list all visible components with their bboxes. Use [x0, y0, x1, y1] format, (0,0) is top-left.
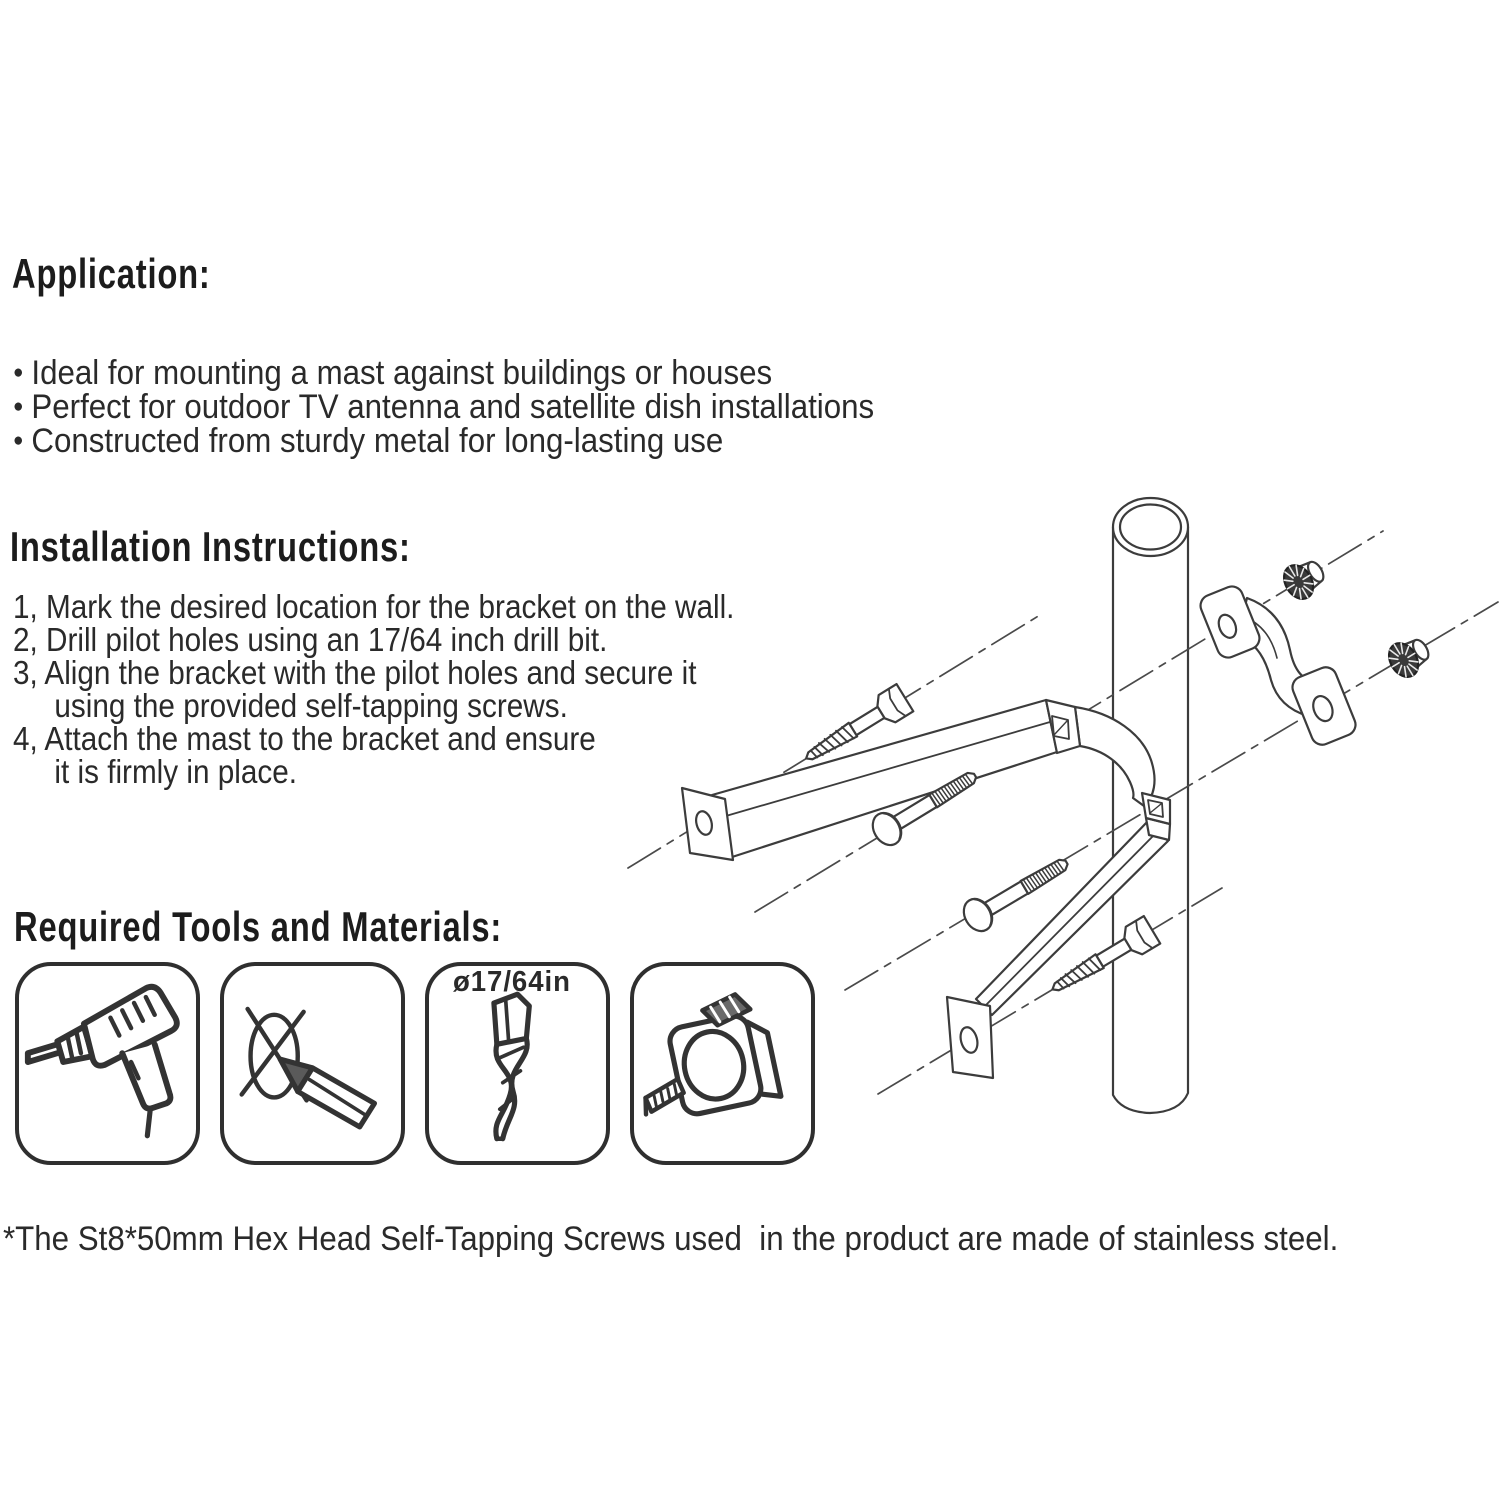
tool-box-pencil	[220, 962, 405, 1165]
step-text: 2, Drill pilot holes using an 17/64 inch drill bit.	[13, 621, 608, 658]
installation-heading: Installation Instructions:	[10, 523, 411, 570]
bullet-text: Constructed from sturdy metal for long-lasting use	[31, 422, 724, 460]
flange-nut-upper	[1278, 553, 1330, 604]
step-text: 1, Mark the desired location for the bracket on the wall.	[13, 588, 735, 625]
tool-box-drill	[15, 962, 200, 1165]
marking-pencil-icon	[224, 966, 401, 1161]
bullet-text: Ideal for mounting a mast against buildings or houses	[31, 354, 773, 392]
bullet-icon: ●	[13, 430, 24, 451]
electric-drill-icon	[19, 966, 196, 1161]
step-text: 3, Align the bracket with the pilot holes and secure it	[13, 654, 697, 691]
application-heading: Application:	[12, 250, 211, 297]
bullet-icon: ●	[13, 362, 24, 383]
step-text: using the provided self-tapping screws.	[54, 687, 568, 724]
flange-nut-lower	[1383, 631, 1435, 682]
footnote-text: *The St8*50mm Hex Head Self-Tapping Screws used in the product are made of stainless steel.	[3, 1220, 1339, 1258]
tools-heading: Required Tools and Materials:	[14, 903, 503, 950]
list-item	[13, 424, 874, 458]
w-shaped-wall-bracket	[682, 700, 1170, 1078]
drill-bit-size-label: ø17/64in	[453, 966, 571, 998]
step-text: 4, Attach the mast to the bracket and ensure	[13, 720, 596, 757]
list-item	[13, 356, 874, 390]
application-bullet-list	[13, 356, 874, 458]
list-item	[13, 390, 874, 424]
bullet-text: Perfect for outdoor TV antenna and satellite dish installations	[31, 388, 875, 426]
bullet-icon: ●	[13, 396, 24, 417]
mast-saddle-clamp	[1197, 583, 1359, 748]
step-text: it is firmly in place.	[54, 753, 298, 790]
assembly-diagram	[600, 455, 1499, 1155]
